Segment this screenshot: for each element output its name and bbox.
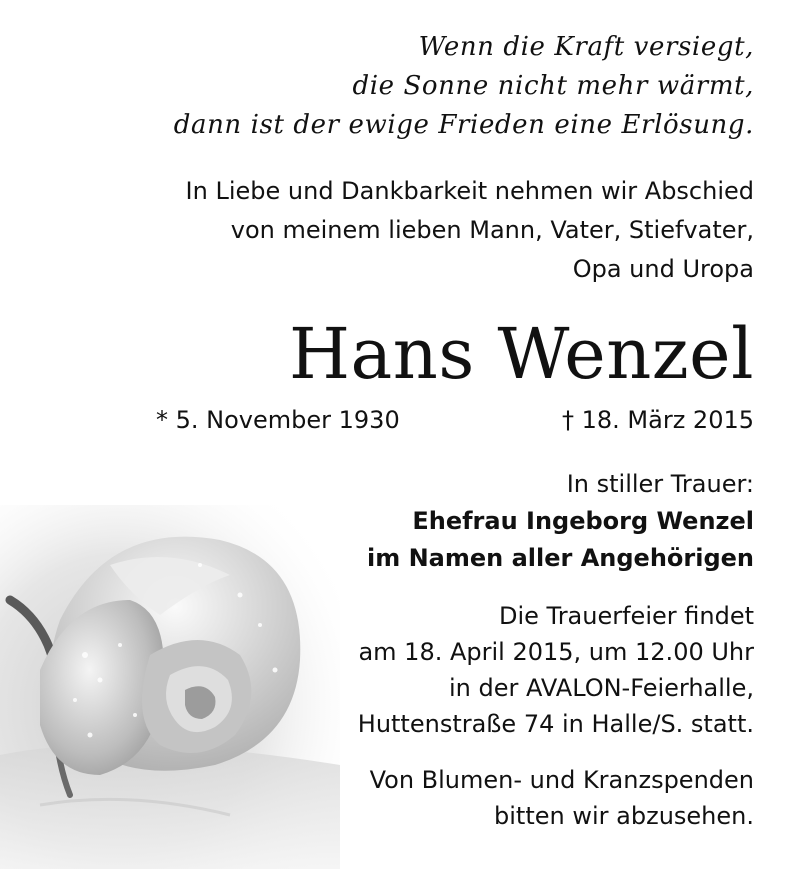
flower-note-line: Von Blumen- und Kranzspenden: [369, 766, 754, 794]
farewell-line: In Liebe und Dankbarkeit nehmen wir Abschied: [185, 177, 754, 205]
service-line: Huttenstraße 74 in Halle/S. statt.: [357, 710, 754, 738]
mourners: [367, 466, 754, 577]
rose-image: [0, 505, 340, 869]
service-line: am 18. April 2015, um 12.00 Uhr: [358, 638, 754, 666]
verse-line: die Sonne nicht mehr wärmt,: [352, 71, 754, 101]
service-line: in der AVALON-Feierhalle,: [449, 674, 754, 702]
flower-note-line: bitten wir abzusehen.: [494, 802, 754, 830]
birth-date: * 5. November 1930: [156, 406, 400, 434]
farewell-text: [186, 172, 754, 289]
funeral-service: [358, 598, 754, 742]
verse: [174, 28, 754, 145]
service-line: Die Trauerfeier findet: [499, 602, 754, 630]
mourner-name: im Namen aller Angehörigen: [366, 544, 754, 572]
deceased-name: Hans Wenzel: [289, 313, 754, 395]
verse-line: Wenn die Kraft versiegt,: [418, 32, 754, 62]
life-dates: [156, 402, 754, 438]
verse-line: dann ist der ewige Frieden eine Erlösung.: [173, 110, 754, 140]
farewell-line: von meinem lieben Mann, Vater, Stiefvater,: [230, 216, 754, 244]
death-date: † 18. März 2015: [561, 406, 754, 434]
flower-note: [370, 762, 754, 834]
farewell-line: Opa und Uropa: [572, 255, 754, 283]
mourners-heading: In stiller Trauer:: [566, 470, 754, 498]
mourner-name: Ehefrau Ingeborg Wenzel: [412, 507, 754, 535]
